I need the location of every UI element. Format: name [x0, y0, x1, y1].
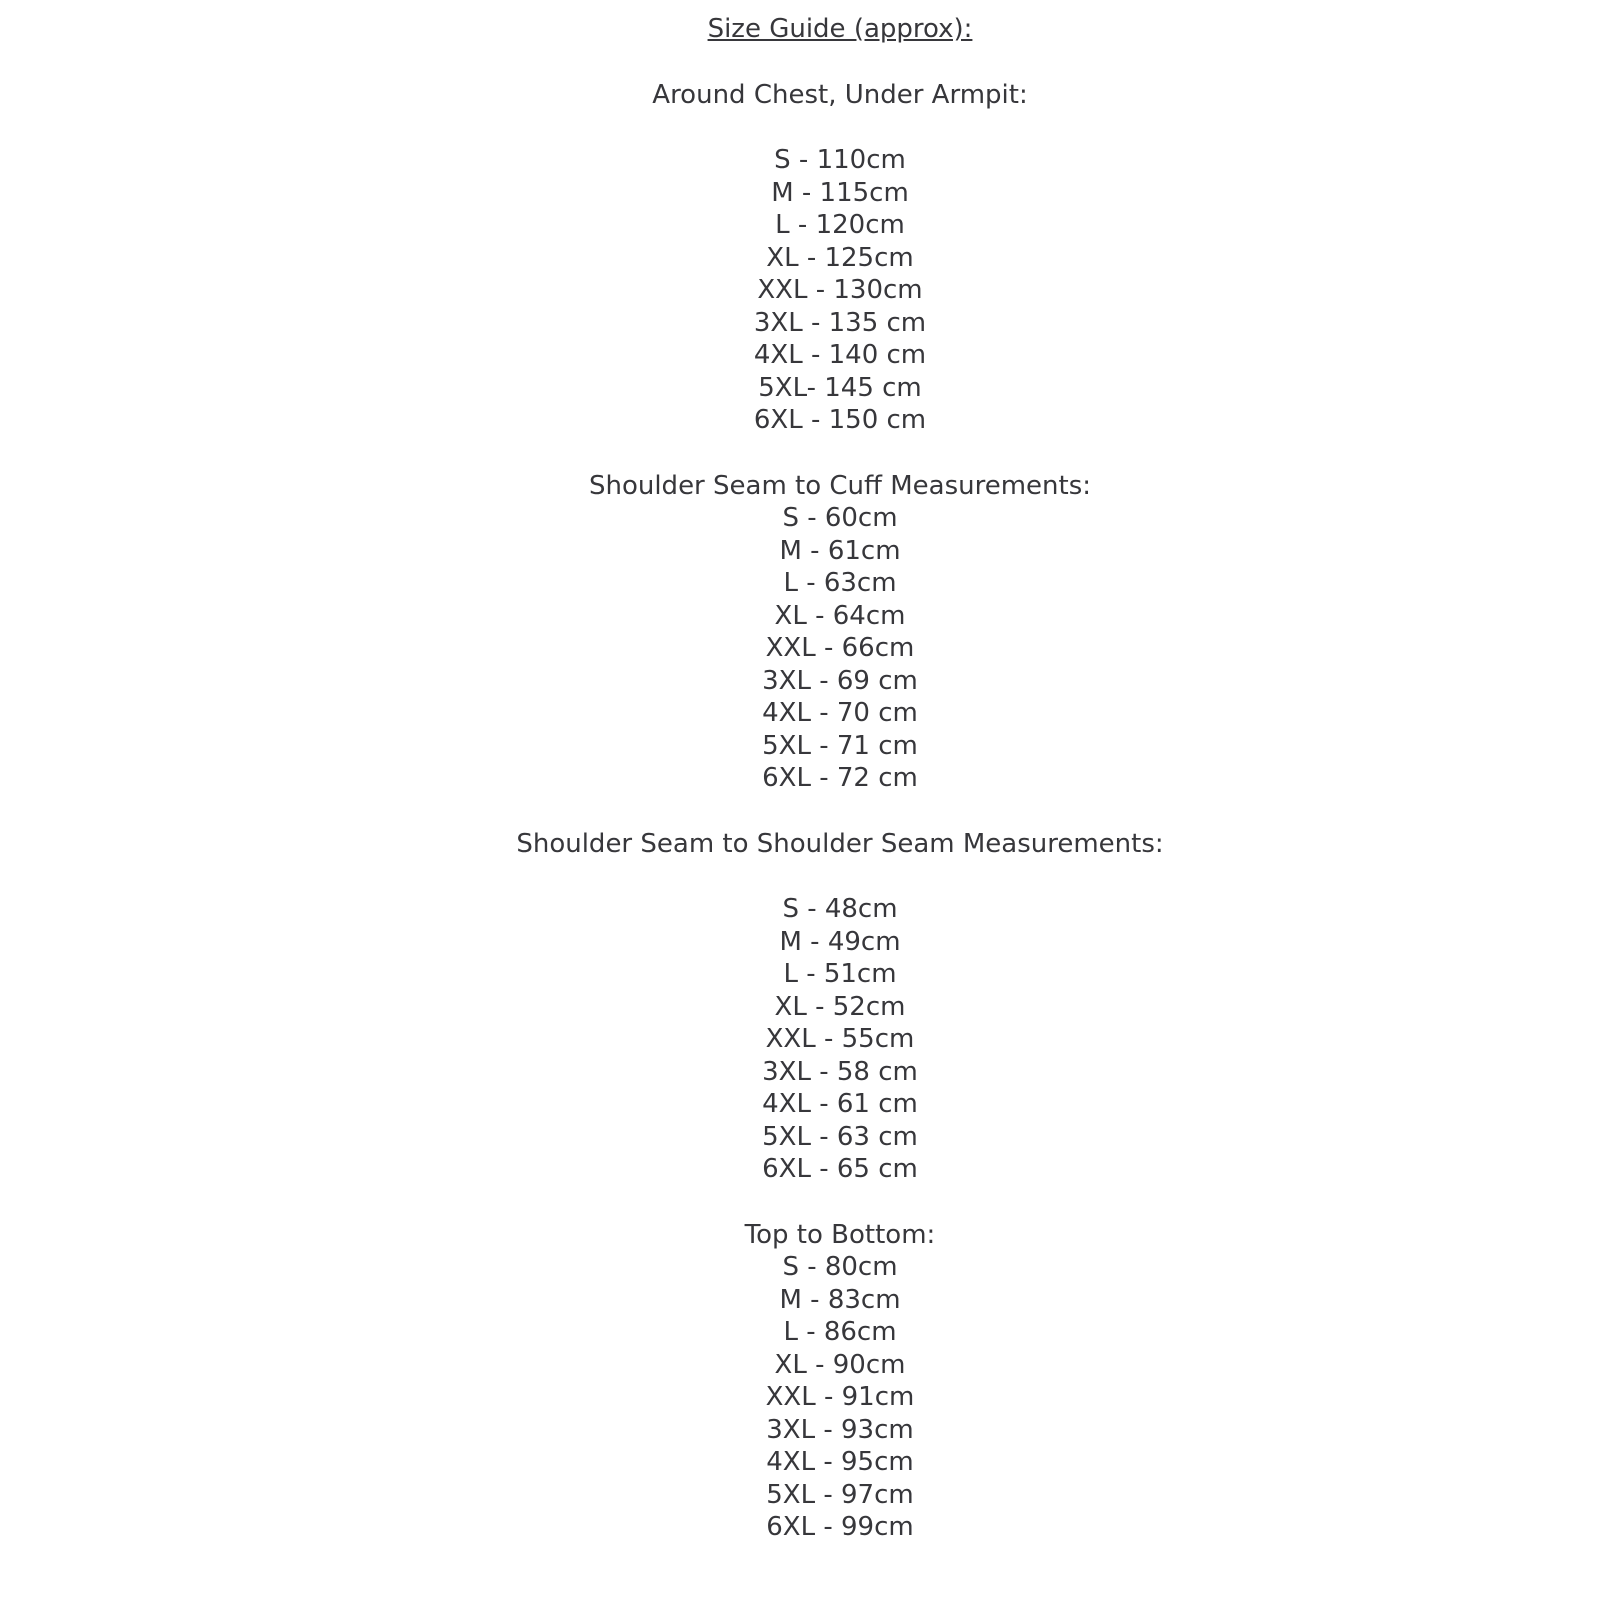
size-row: 5XL- 145 cm — [758, 372, 922, 403]
size-row: 6XL - 99cm — [766, 1512, 914, 1542]
size-row: 3XL - 93cm — [766, 1414, 914, 1445]
size-row: 5XL - 97cm — [766, 1479, 914, 1510]
size-row: 3XL - 135 cm — [753, 307, 927, 338]
size-row: XXL - 130cm — [757, 275, 923, 305]
page-title: Size Guide (approx): — [707, 14, 973, 44]
size-row: M - 61cm — [779, 535, 901, 566]
size-row: L - 51cm — [783, 959, 897, 989]
size-row: S - 48cm — [782, 894, 898, 924]
section-heading-shoulder-to-shoulder: Shoulder Seam to Shoulder Seam Measurements: — [516, 828, 1164, 859]
size-row: 6XL - 150 cm — [753, 405, 927, 435]
size-row: M - 83cm — [779, 1284, 901, 1315]
section-shoulder-to-shoulder — [80, 828, 1600, 1186]
size-row: L - 86cm — [783, 1317, 897, 1347]
size-row: 3XL - 58 cm — [762, 1056, 918, 1087]
section-shoulder-to-cuff — [80, 470, 1600, 795]
size-row: M - 115cm — [771, 177, 909, 208]
size-row: S - 110cm — [774, 145, 906, 175]
size-row: 4XL - 70 cm — [762, 698, 918, 728]
size-row: 3XL - 69 cm — [762, 665, 918, 696]
size-row: L - 120cm — [775, 210, 905, 240]
size-row: M - 49cm — [779, 926, 901, 957]
size-row: S - 60cm — [782, 503, 898, 533]
size-row: 4XL - 140 cm — [753, 340, 927, 370]
size-row: 6XL - 65 cm — [762, 1154, 918, 1184]
size-row: 5XL - 63 cm — [762, 1121, 918, 1152]
size-row: 6XL - 72 cm — [762, 763, 918, 793]
size-row: XL - 52cm — [774, 991, 906, 1022]
size-row: S - 80cm — [782, 1252, 898, 1282]
section-heading-top-to-bottom: Top to Bottom: — [744, 1219, 936, 1250]
size-row: XL - 64cm — [774, 600, 906, 631]
size-row: XL - 90cm — [774, 1349, 906, 1380]
section-around-chest — [80, 79, 1600, 437]
size-row: 4XL - 61 cm — [762, 1089, 918, 1119]
size-row: XXL - 91cm — [765, 1382, 915, 1412]
size-row: XXL - 66cm — [765, 633, 915, 663]
section-top-to-bottom — [80, 1219, 1600, 1544]
size-row: L - 63cm — [783, 568, 897, 598]
section-heading-shoulder-to-cuff: Shoulder Seam to Cuff Measurements: — [588, 470, 1092, 501]
size-row: XXL - 55cm — [765, 1024, 915, 1054]
section-heading-around-chest: Around Chest, Under Armpit: — [652, 79, 1028, 110]
size-row: 4XL - 95cm — [766, 1447, 914, 1477]
size-row: 5XL - 71 cm — [762, 730, 918, 761]
size-row: XL - 125cm — [766, 242, 914, 273]
